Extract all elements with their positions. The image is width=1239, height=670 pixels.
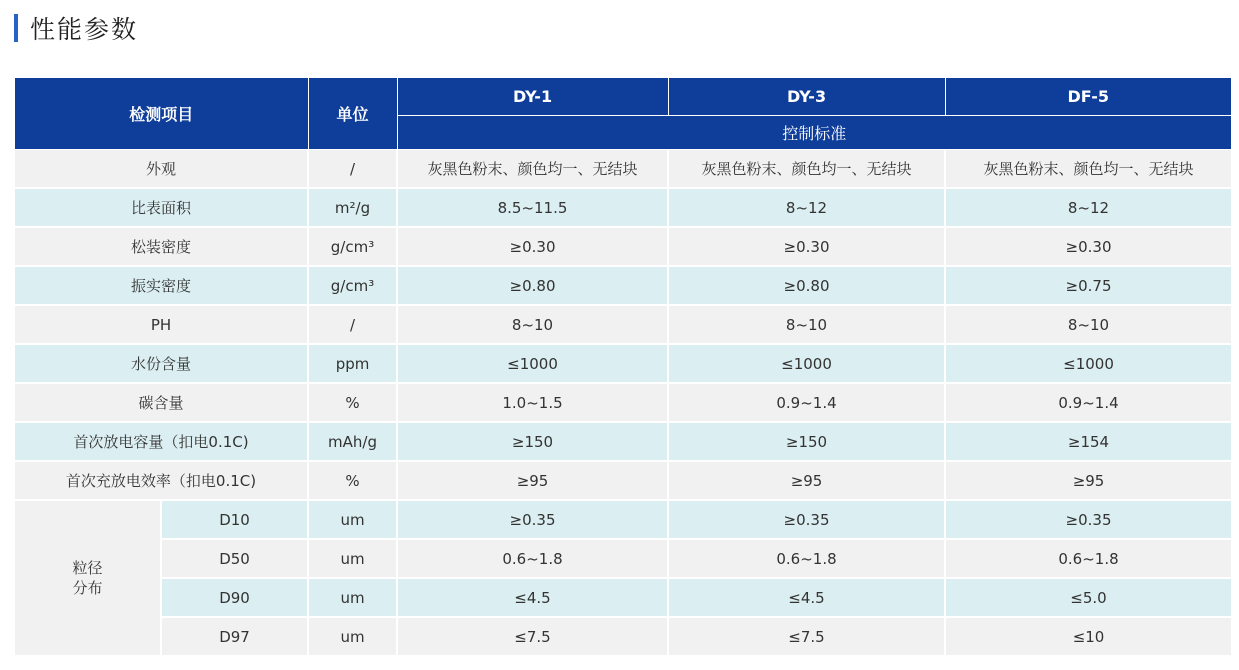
row-value: ≤5.0 xyxy=(945,578,1231,617)
row-value: 灰黑色粉末、颜色均一、无结块 xyxy=(668,150,945,189)
row-value: 0.9~1.4 xyxy=(945,383,1231,422)
row-value: 8~10 xyxy=(397,305,668,344)
row-unit: g/cm³ xyxy=(308,266,397,305)
row-value: ≥95 xyxy=(668,461,945,500)
row-item: 首次放电容量（扣电0.1C) xyxy=(15,422,308,461)
table-row xyxy=(15,383,1231,422)
row-value: ≤7.5 xyxy=(397,617,668,656)
table-row xyxy=(15,539,1231,578)
particle-group-label-line2: 分布 xyxy=(72,579,103,597)
row-unit: % xyxy=(308,383,397,422)
row-value: ≥0.30 xyxy=(668,227,945,266)
section-title: 性能参数 xyxy=(30,15,139,44)
table-row xyxy=(15,188,1231,227)
header-product-1: DY-1 xyxy=(397,78,668,116)
row-unit: / xyxy=(308,150,397,189)
row-unit: um xyxy=(308,617,397,656)
row-item: 振实密度 xyxy=(15,266,308,305)
row-item: 首次充放电效率（扣电0.1C) xyxy=(15,461,308,500)
table-row xyxy=(15,150,1231,189)
row-value: ≥0.75 xyxy=(945,266,1231,305)
row-value: ≥0.35 xyxy=(397,500,668,539)
row-value: 灰黑色粉末、颜色均一、无结块 xyxy=(397,150,668,189)
table-row xyxy=(15,344,1231,383)
row-value: ≤7.5 xyxy=(668,617,945,656)
row-item: PH xyxy=(15,305,308,344)
row-item: D50 xyxy=(161,539,308,578)
row-item: D10 xyxy=(161,500,308,539)
row-value: ≥0.80 xyxy=(397,266,668,305)
row-value: 8~10 xyxy=(668,305,945,344)
row-unit: um xyxy=(308,578,397,617)
row-item: 松装密度 xyxy=(15,227,308,266)
row-item: 碳含量 xyxy=(15,383,308,422)
section-title-wrap xyxy=(14,12,138,44)
table-row xyxy=(15,422,1231,461)
spec-table-body xyxy=(15,150,1231,657)
row-unit: % xyxy=(308,461,397,500)
row-value: ≥0.30 xyxy=(397,227,668,266)
row-value: ≥95 xyxy=(945,461,1231,500)
particle-group-label-line1: 粒径 xyxy=(72,559,103,577)
row-value: ≥150 xyxy=(397,422,668,461)
row-value: 8~12 xyxy=(945,188,1231,227)
row-value: 0.6~1.8 xyxy=(668,539,945,578)
row-value: ≤10 xyxy=(945,617,1231,656)
row-value: ≥0.30 xyxy=(945,227,1231,266)
row-value: 灰黑色粉末、颜色均一、无结块 xyxy=(945,150,1231,189)
row-value: ≥150 xyxy=(668,422,945,461)
particle-group-label xyxy=(15,500,161,656)
row-unit: m²/g xyxy=(308,188,397,227)
table-row xyxy=(15,617,1231,656)
spec-table xyxy=(15,78,1231,657)
row-unit: um xyxy=(308,539,397,578)
row-item: 外观 xyxy=(15,150,308,189)
row-value: ≥154 xyxy=(945,422,1231,461)
header-row xyxy=(15,78,1231,116)
row-value: ≥0.35 xyxy=(668,500,945,539)
row-value: 8~10 xyxy=(945,305,1231,344)
row-item: D90 xyxy=(161,578,308,617)
row-value: 8~12 xyxy=(668,188,945,227)
row-value: 0.6~1.8 xyxy=(397,539,668,578)
header-product-3: DF-5 xyxy=(945,78,1231,116)
row-item: D97 xyxy=(161,617,308,656)
table-row xyxy=(15,500,1231,539)
row-unit: / xyxy=(308,305,397,344)
header-standard: 控制标准 xyxy=(397,116,1231,150)
row-value: ≤4.5 xyxy=(668,578,945,617)
table-row xyxy=(15,578,1231,617)
row-value: ≤1000 xyxy=(945,344,1231,383)
row-item: 比表面积 xyxy=(15,188,308,227)
row-value: ≥0.80 xyxy=(668,266,945,305)
row-value: 0.9~1.4 xyxy=(668,383,945,422)
title-accent-bar xyxy=(14,14,18,42)
table-row xyxy=(15,266,1231,305)
row-value: 1.0~1.5 xyxy=(397,383,668,422)
row-value: ≥95 xyxy=(397,461,668,500)
table-row xyxy=(15,227,1231,266)
row-value: 0.6~1.8 xyxy=(945,539,1231,578)
row-unit: ppm xyxy=(308,344,397,383)
row-value: 8.5~11.5 xyxy=(397,188,668,227)
row-value: ≥0.35 xyxy=(945,500,1231,539)
row-unit: mAh/g xyxy=(308,422,397,461)
row-value: ≤1000 xyxy=(397,344,668,383)
row-value: ≤1000 xyxy=(668,344,945,383)
row-value: ≤4.5 xyxy=(397,578,668,617)
header-unit: 单位 xyxy=(308,78,397,150)
header-item: 检测项目 xyxy=(15,78,308,150)
row-unit: g/cm³ xyxy=(308,227,397,266)
table-row xyxy=(15,305,1231,344)
row-item: 水份含量 xyxy=(15,344,308,383)
row-unit: um xyxy=(308,500,397,539)
header-product-2: DY-3 xyxy=(668,78,945,116)
table-row xyxy=(15,461,1231,500)
